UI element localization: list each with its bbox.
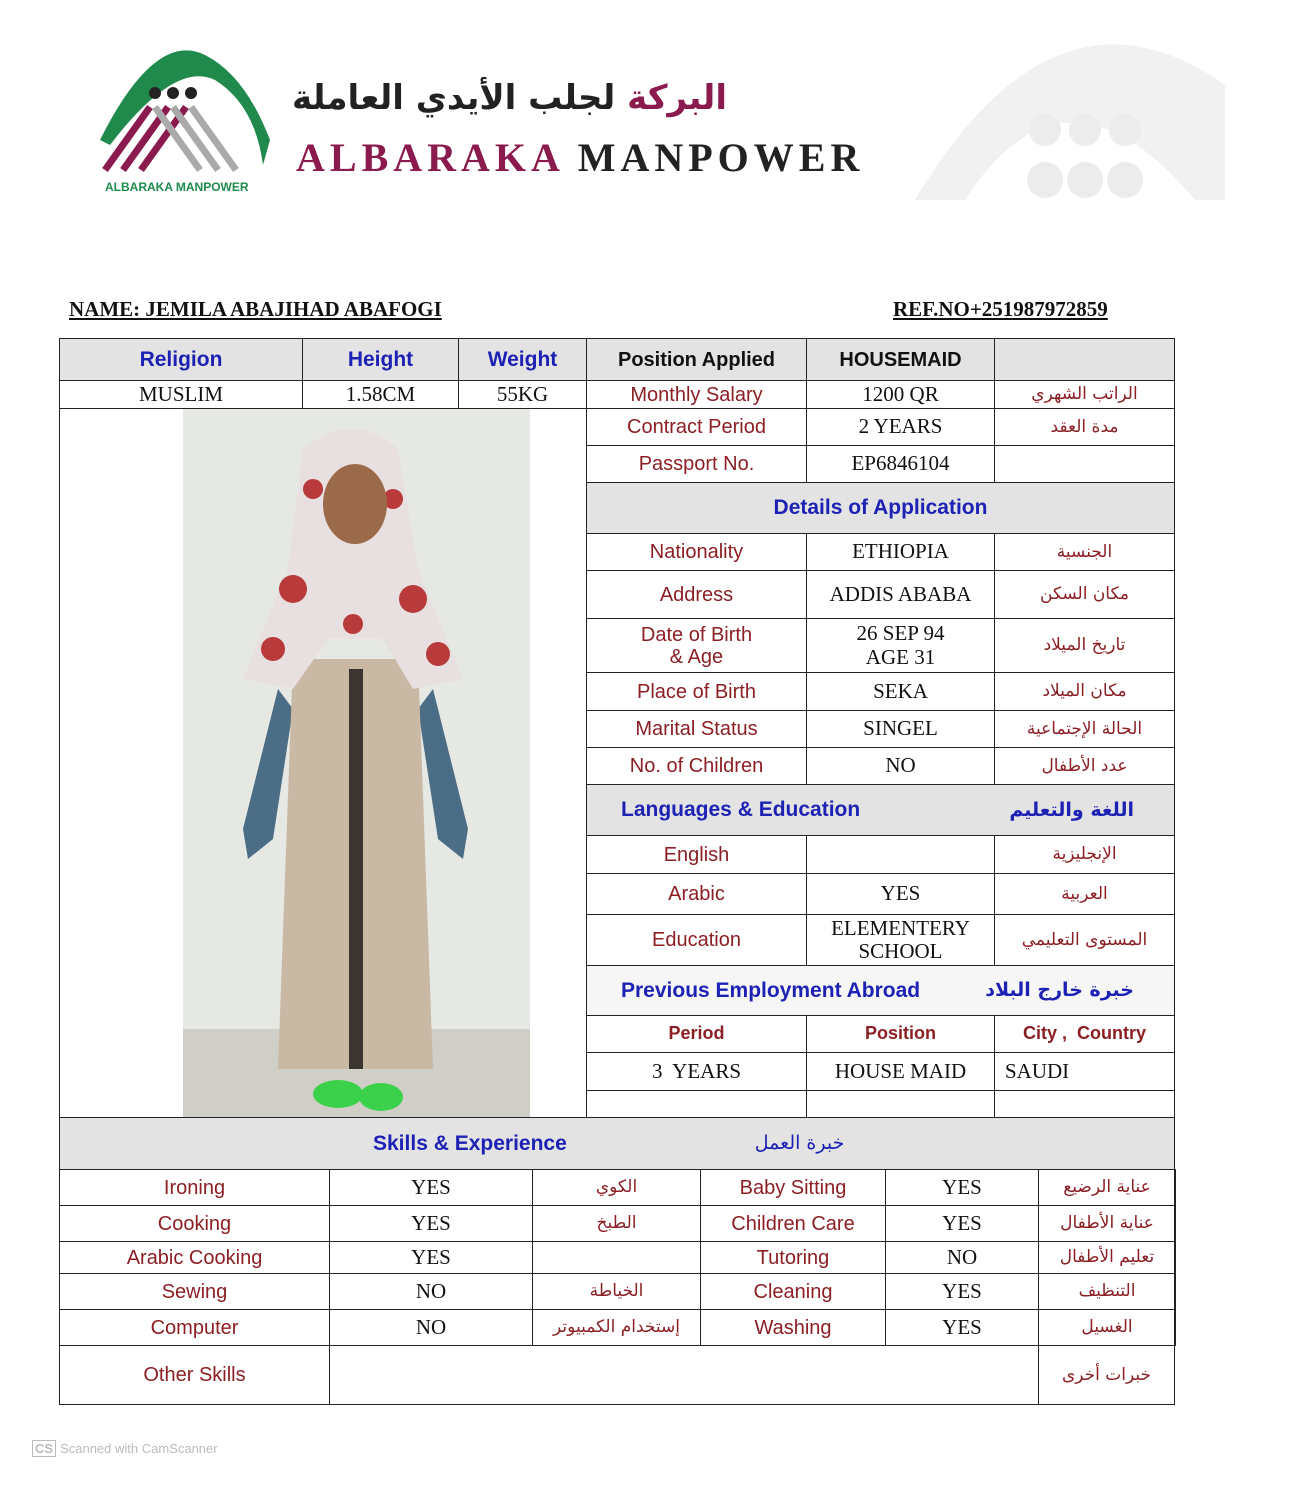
employment-country: SAUDI bbox=[994, 1052, 1175, 1091]
skill-label: Tutoring bbox=[700, 1241, 886, 1274]
skill-arabic: الكوي bbox=[532, 1169, 701, 1206]
skills-arabic-title: خبرة العمل bbox=[754, 1132, 845, 1155]
monthly-salary-arabic: الراتب الشهري bbox=[994, 380, 1175, 409]
applicant-name: NAME: JEMILA ABAJIHAD ABAFOGI bbox=[69, 297, 442, 321]
detail-arabic: مكان الميلاد bbox=[994, 672, 1175, 711]
detail-value: 26 SEP 94 AGE 31 bbox=[806, 618, 995, 673]
skill-arabic: التنظيف bbox=[1038, 1273, 1176, 1310]
detail-label: Nationality bbox=[586, 533, 807, 571]
detail-value: NO bbox=[806, 747, 995, 785]
skill-label: Arabic Cooking bbox=[59, 1241, 330, 1274]
detail-arabic: الحالة الإجتماعية bbox=[994, 710, 1175, 748]
logo-caption: ALBARAKA MANPOWER bbox=[105, 180, 249, 194]
camscanner-logo: CS bbox=[32, 1440, 56, 1457]
employment-position: HOUSE MAID bbox=[806, 1052, 995, 1091]
position-applied-value: HOUSEMAID bbox=[806, 338, 995, 381]
detail-arabic: عدد الأطفال bbox=[994, 747, 1175, 785]
language-arabic: العربية bbox=[994, 873, 1175, 915]
detail-label: Address bbox=[586, 570, 807, 619]
skill-label: Children Care bbox=[700, 1205, 886, 1242]
language-value: ELEMENTERY SCHOOL bbox=[806, 914, 995, 966]
language-arabic: الإنجليزية bbox=[994, 835, 1175, 874]
religion-value: MUSLIM bbox=[59, 380, 303, 409]
skill-arabic bbox=[532, 1241, 701, 1274]
applicant-photo bbox=[183, 409, 530, 1117]
detail-value: SINGEL bbox=[806, 710, 995, 748]
position-header: Position bbox=[806, 1015, 995, 1053]
skill-arabic: الغسيل bbox=[1038, 1309, 1176, 1346]
company-name-part1: ALBARAKA bbox=[296, 135, 563, 180]
camscanner-watermark bbox=[32, 1440, 218, 1457]
skill-label: Sewing bbox=[59, 1273, 330, 1310]
language-label: Education bbox=[586, 914, 807, 966]
contract-period-arabic: مدة العقد bbox=[994, 408, 1175, 446]
languages-title: Languages & Education bbox=[621, 798, 861, 822]
detail-label: Place of Birth bbox=[586, 672, 807, 711]
empty-cell bbox=[806, 1090, 995, 1118]
period-header: Period bbox=[586, 1015, 807, 1053]
skill-arabic: تعليم الأطفال bbox=[1038, 1241, 1176, 1274]
skill-label: Washing bbox=[700, 1309, 886, 1346]
passport-arabic bbox=[994, 445, 1175, 483]
skill-value: YES bbox=[885, 1169, 1039, 1206]
contract-period-value: 2 YEARS bbox=[806, 408, 995, 446]
city-country-header: City , Country bbox=[994, 1015, 1175, 1053]
height-header: Height bbox=[302, 338, 459, 381]
detail-arabic: الجنسية bbox=[994, 533, 1175, 571]
company-logo bbox=[95, 45, 275, 180]
empty-cell bbox=[994, 1090, 1175, 1118]
skill-arabic: إستخدام الكمبيوتر bbox=[532, 1309, 701, 1346]
detail-label: Date of Birth & Age bbox=[586, 618, 807, 673]
empty-cell bbox=[586, 1090, 807, 1118]
employment-section-header bbox=[586, 965, 1175, 1016]
skills-section-header bbox=[59, 1117, 1175, 1170]
skill-value: YES bbox=[885, 1273, 1039, 1310]
detail-label: Marital Status bbox=[586, 710, 807, 748]
other-skills-label: Other Skills bbox=[59, 1345, 330, 1405]
details-section-title: Details of Application bbox=[586, 482, 1175, 534]
languages-section-header bbox=[586, 784, 1175, 836]
height-value: 1.58CM bbox=[302, 380, 459, 409]
skills-title: Skills & Experience bbox=[373, 1131, 567, 1155]
detail-value: ETHIOPIA bbox=[806, 533, 995, 571]
employment-arabic-title: خبرة خارج البلاد bbox=[985, 979, 1134, 1002]
company-name-part2: MANPOWER bbox=[577, 135, 865, 180]
skill-label: Cleaning bbox=[700, 1273, 886, 1310]
skill-value: NO bbox=[885, 1241, 1039, 1274]
company-name bbox=[296, 134, 864, 181]
skill-label: Baby Sitting bbox=[700, 1169, 886, 1206]
detail-label: No. of Children bbox=[586, 747, 807, 785]
detail-arabic: تاريخ الميلاد bbox=[994, 618, 1175, 673]
other-skills-arabic: خبرات أخرى bbox=[1038, 1345, 1175, 1405]
monthly-salary-label: Monthly Salary bbox=[586, 380, 807, 409]
position-applied-label: Position Applied bbox=[586, 338, 807, 381]
reference-number: REF.NO+251987972859 bbox=[893, 297, 1108, 321]
passport-value: EP6846104 bbox=[806, 445, 995, 483]
employment-title: Previous Employment Abroad bbox=[621, 978, 921, 1002]
skill-value: YES bbox=[885, 1309, 1039, 1346]
language-arabic: المستوى التعليمي bbox=[994, 914, 1175, 966]
other-skills-value bbox=[329, 1345, 1039, 1405]
religion-header: Religion bbox=[59, 338, 303, 381]
skill-value: YES bbox=[329, 1169, 533, 1206]
skill-value: NO bbox=[329, 1273, 533, 1310]
skill-arabic: عناية الرضيع bbox=[1038, 1169, 1176, 1206]
skill-label: Ironing bbox=[59, 1169, 330, 1206]
languages-arabic-title: اللغة والتعليم bbox=[1009, 798, 1134, 821]
camscanner-text: Scanned with CamScanner bbox=[60, 1441, 218, 1456]
language-value: YES bbox=[806, 873, 995, 915]
skill-arabic: الطبخ bbox=[532, 1205, 701, 1242]
language-label: Arabic bbox=[586, 873, 807, 915]
passport-label: Passport No. bbox=[586, 445, 807, 483]
weight-value: 55KG bbox=[458, 380, 587, 409]
empty-cell bbox=[994, 338, 1175, 381]
skill-arabic: عناية الأطفال bbox=[1038, 1205, 1176, 1242]
arabic-name-part2: لجلب الأيدي العاملة bbox=[292, 78, 616, 118]
monthly-salary-value: 1200 QR bbox=[806, 380, 995, 409]
skill-value: YES bbox=[329, 1205, 533, 1242]
detail-arabic: مكان السكن bbox=[994, 570, 1175, 619]
arabic-company-name bbox=[292, 78, 892, 118]
skill-value: YES bbox=[329, 1241, 533, 1274]
contract-period-label: Contract Period bbox=[586, 408, 807, 446]
detail-value: SEKA bbox=[806, 672, 995, 711]
skill-value: NO bbox=[329, 1309, 533, 1346]
weight-header: Weight bbox=[458, 338, 587, 381]
skill-value: YES bbox=[885, 1205, 1039, 1242]
employment-period: 3 YEARS bbox=[586, 1052, 807, 1091]
arabic-name-part1: البركة bbox=[627, 78, 727, 118]
skill-arabic: الخياطة bbox=[532, 1273, 701, 1310]
detail-value: ADDIS ABABA bbox=[806, 570, 995, 619]
language-label: English bbox=[586, 835, 807, 874]
skill-label: Computer bbox=[59, 1309, 330, 1346]
skill-label: Cooking bbox=[59, 1205, 330, 1242]
watermark-logo bbox=[905, 5, 1235, 205]
language-value bbox=[806, 835, 995, 874]
